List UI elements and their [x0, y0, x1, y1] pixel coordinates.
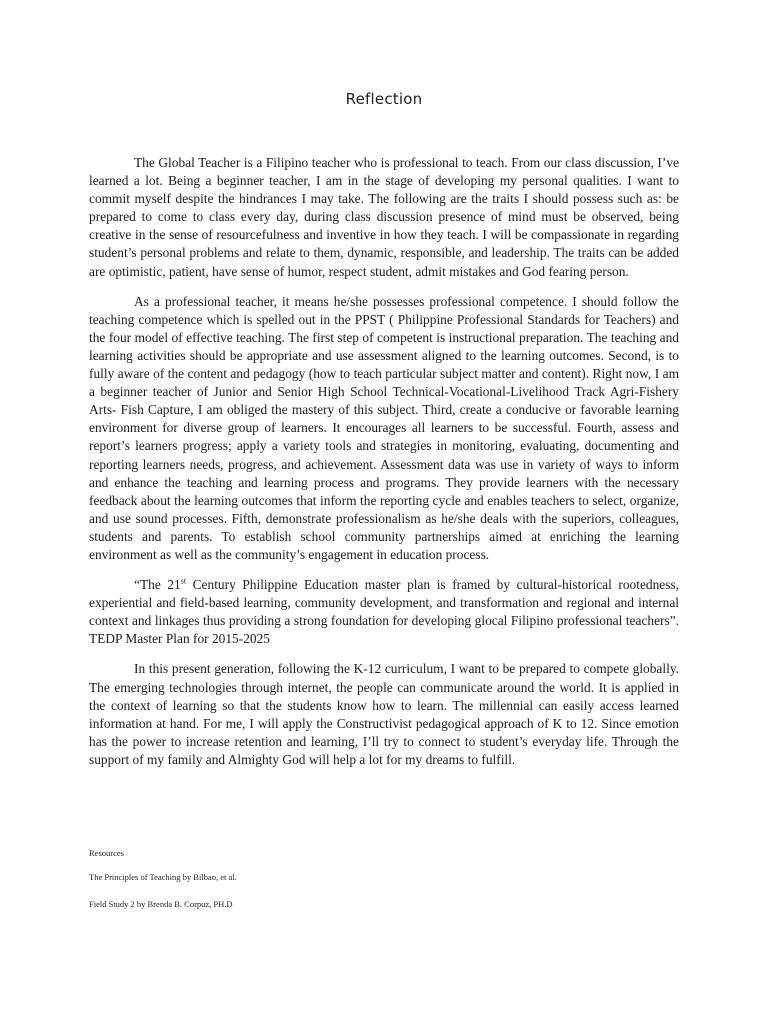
paragraph-present-generation: In this present generation, following the K-12 curriculum, I want to be prepared to compete globally. The emerging technologies through internet, the people can communicate around the world. It is applied in the context of learning so that the students know how to learn. The millennial can easily access learned information at hand. For me, I will apply the Constructivist pedagogical approach of K to 12. Since emotion has the power to increase retention and learning, I’ll try to connect to student’s everyday life. Through the support of my family and Almighty God will help a lot for my dreams to fulfill.	[89, 661, 679, 767]
quote-text-start: “The 21	[134, 577, 181, 593]
paragraph-global-teacher: The Global Teacher is a Filipino teacher who is professional to teach. From our class discussion, I’ve learned a lot. Being a beginner teacher, I am in the stage of developing my personal qualities. I want to commit myself despite the hindrances I may take. The following are the traits I should possess such as: be prepared to come to class every day, during class discussion presence of mind must be observed, being creative in the sense of resourcefulness and inventive in how they teach. I will be compassionate in regarding student’s personal problems and relate to them, dynamic, responsible, and leadership. The traits can be added are optimistic, patient, have sense of humor, respect student, admit mistakes and God fearing person.	[89, 155, 679, 279]
page-title: Reflection	[345, 90, 423, 108]
resources-heading: Resources	[89, 848, 124, 858]
quote-text-end: Century Philippine Education master plan is framed by cultural-historical rootedness, experiential and field-based learning, community development, and transformation and regional and internal context and linkages thus providing a strong foundation for developing glocal Filipino professional teachers”. TEDP Master Plan for 2015-2025	[89, 577, 679, 647]
resource-item: The Principles of Teaching by Bilbao, et al.	[89, 872, 237, 882]
resource-item: Field Study 2 by Brenda B. Corpuz, PH.D	[89, 899, 233, 909]
paragraph-professional-teacher: As a professional teacher, it means he/she possesses professional competence. I should follow the teaching competence which is spelled out in the PPST ( Philippine Professional Standards for Teachers) and the four model of effective teaching. The first step of competent is instructional preparation. The teaching and learning activities should be appropriate and use assessment aligned to the learning outcomes. Second, is to fully aware of the content and pedagogy (how to teach particular subject matter and content). Right now, I am a beginner teacher of Junior and Senior High School Technical-Vocational-Livelihood Track Agri-Fishery Arts- Fish Capture, I am obliged the mastery of this subject. Third, create a conducive or favorable learning environment for diverse group of learners. It encourages all learners to be successful. Fourth, assess and report’s learners progress; apply a variety tools and strategies in monitoring, evaluating, documenting and reporting learners needs, progress, and achievement. Assessment data was use in variety of ways to inform and enhance the teaching and learning process and programs. They provide learners with the necessary feedback about the learning outcomes that inform the reporting cycle and enables teachers to select, organize, and use sound processes. Fifth, demonstrate professionalism as he/she deals with the superiors, colleagues, students and parents. To establish school community partnerships aimed at enriching the learning environment as well as the community’s engagement in education process.	[89, 293, 679, 562]
quote-superscript: st	[180, 576, 187, 586]
document-body	[89, 154, 679, 781]
paragraph-quote	[89, 576, 679, 648]
